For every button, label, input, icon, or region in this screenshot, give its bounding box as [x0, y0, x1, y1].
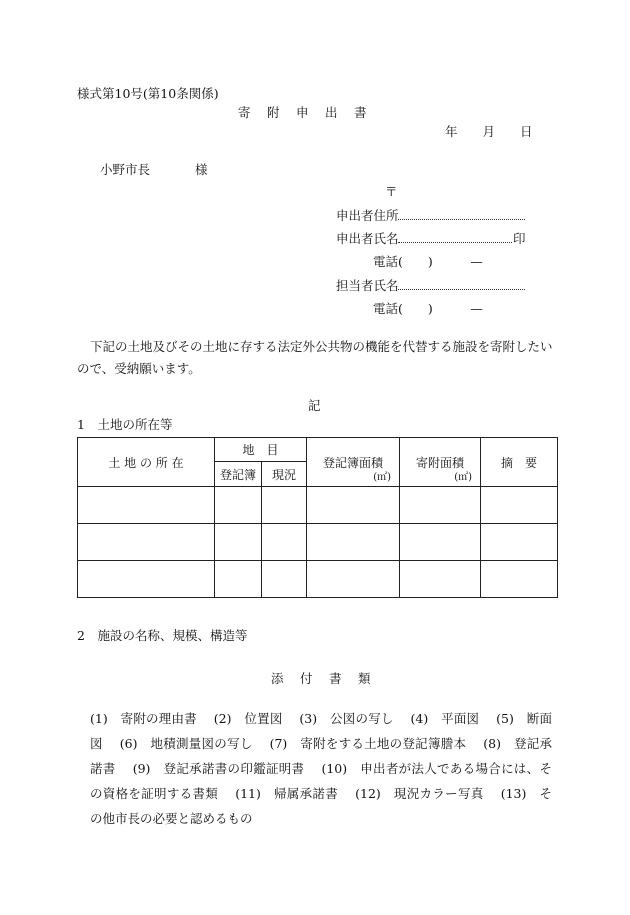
unit-donation-area: (㎡) [454, 472, 473, 483]
table-row [78, 561, 558, 598]
attachments-title: 添 付 書 類 [271, 671, 373, 686]
table-cell[interactable] [262, 524, 307, 561]
header-location: 土 地 の 所 在 [78, 438, 215, 487]
table-cell[interactable] [307, 524, 400, 561]
header-registry-area-label: 登記簿面積 [323, 455, 384, 470]
contact-name-label: 担当者氏名 [336, 278, 399, 293]
table-row [78, 524, 558, 561]
table-cell[interactable] [481, 524, 558, 561]
ki-label: 記 [308, 398, 321, 413]
contact-name-line[interactable] [398, 289, 525, 290]
table-cell[interactable] [400, 561, 481, 598]
table-row [78, 487, 558, 524]
table-cell[interactable] [215, 487, 262, 524]
seal-mark: 印 [513, 231, 526, 246]
section2-heading: 2 施設の名称、規模、構造等 [77, 628, 248, 643]
header-registry-area [307, 438, 400, 487]
applicant-address-label: 申出者住所 [336, 208, 399, 223]
addressee-name: 小野市長 [100, 162, 151, 177]
table-cell[interactable] [481, 561, 558, 598]
header-donation-area [400, 438, 481, 487]
applicant-address-line[interactable] [398, 219, 525, 220]
land-table [77, 437, 558, 598]
body-text: 下記の土地及びその土地に存する法定外公共物の機能を代替する施設を寄附したいので、受納願います。 [77, 339, 553, 376]
header-registry: 登記簿 [215, 462, 262, 487]
table-cell[interactable] [215, 524, 262, 561]
table-cell[interactable] [400, 487, 481, 524]
table-cell[interactable] [215, 561, 262, 598]
table-cell[interactable] [481, 487, 558, 524]
postal-mark: 〒 [385, 184, 398, 199]
document-title: 寄 附 申 出 書 [238, 105, 369, 120]
table-cell[interactable] [262, 487, 307, 524]
header-chimoku: 地 目 [215, 438, 307, 462]
table-cell[interactable] [78, 561, 215, 598]
unit-registry-area: (㎡) [373, 472, 392, 483]
header-remarks: 摘 要 [481, 438, 558, 487]
applicant-name-line[interactable] [398, 242, 512, 243]
table-cell[interactable] [307, 561, 400, 598]
table-cell[interactable] [307, 487, 400, 524]
date-line: 年 月 日 [445, 124, 533, 139]
form-label: 様式第10号(第10条関係) [77, 86, 219, 101]
applicant-phone: 電話( ) — [373, 254, 483, 269]
addressee-honorific: 様 [195, 162, 208, 177]
header-donation-area-label: 寄附面積 [416, 455, 465, 470]
header-current: 現況 [262, 462, 307, 487]
table-cell[interactable] [262, 561, 307, 598]
table-cell[interactable] [78, 524, 215, 561]
section1-heading: 1 土地の所在等 [77, 417, 173, 432]
applicant-name-label: 申出者氏名 [336, 231, 399, 246]
attachments-list: (1) 寄附の理由書 (2) 位置図 (3) 公図の写し (4) 平面図 (5) 断面図 (6) 地積測量図の写し (7) 寄附をする土地の登記簿謄本 (8) 登記承諾書 (9) 登記承諾書の印鑑証明書 (10) 申出者が法人である場合には、その資格を証明する書類 (11) 帰属承諾書 (12) 現況カラー写真 (13) その他市長の必要と認めるもの [90, 711, 552, 826]
contact-phone: 電話( ) — [373, 301, 483, 316]
table-cell[interactable] [78, 487, 215, 524]
table-cell[interactable] [400, 524, 481, 561]
